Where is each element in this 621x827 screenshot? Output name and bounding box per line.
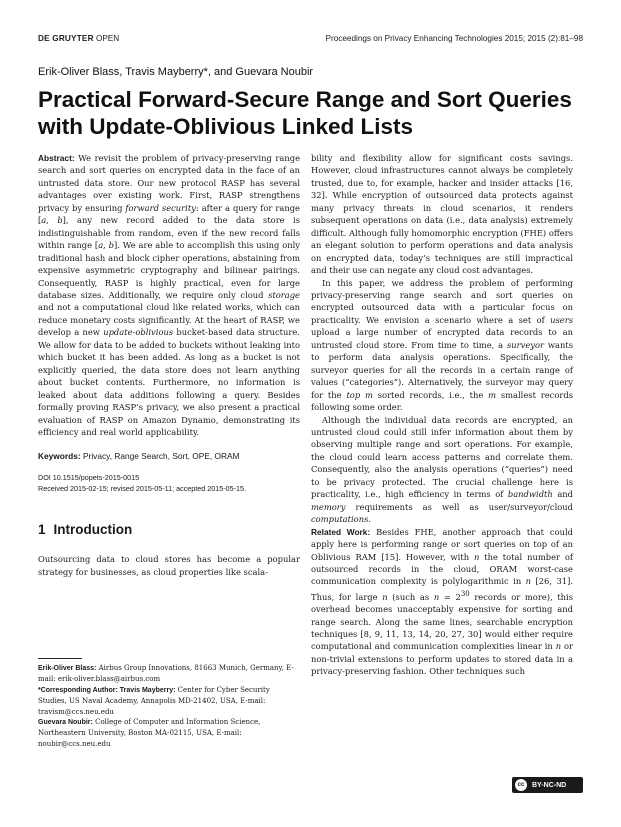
body-text: = 2 <box>439 591 461 602</box>
body-text: [26, 31]. Thus, for large <box>311 576 573 602</box>
related-work-paragraph <box>311 526 573 678</box>
footnote-name: *Corresponding Author: Travis Mayberry: <box>38 686 176 694</box>
section-heading <box>38 521 300 537</box>
body-text: (such as <box>387 591 434 602</box>
footnote <box>38 663 300 685</box>
body-text: bility and flexibility allow for significant costs savings. However, cloud infrastructures cannot always be completely trusted, due to, for example, hacker and insider attacks [16, 32]. While encryption of outsourced data protects against many privacy threats in cloud scenarios, it renders subsequent operations on data (i.e., data analysis) extremely difficult. Although fully homomorphic encryption (FHE) offers an elegant solution to perform operations and data analysis on encrypted data, today’s techniques are still impractical and their use can negate any cloud cost advantages. <box>311 153 573 276</box>
publisher-suffix: OPEN <box>95 34 120 43</box>
keywords-text: Privacy, Range Search, Sort, OPE, ORAM <box>82 451 240 462</box>
body-text: or non-trivial extensions to perform updates to stored data in a privacy-preserving fashion. Other techniques such <box>311 641 573 677</box>
abstract-label: Abstract: <box>38 153 75 163</box>
abstract-math: a, b <box>98 240 115 251</box>
doi: DOI 10.1515/popets-2015-0015 <box>38 472 140 482</box>
author-list: Erik-Oliver Blass, Travis Mayberry*, and Guevara Noubir <box>38 66 314 78</box>
related-work-label: Related Work: <box>311 526 371 537</box>
body-emphasis: surveyor <box>506 339 545 350</box>
footnote-name: Guevara Noubir: <box>38 719 93 727</box>
body-emphasis: users <box>550 314 573 325</box>
author-footnotes <box>38 663 300 749</box>
body-text: and <box>552 489 574 500</box>
keywords <box>38 450 300 462</box>
body-text: Although the individual data records are encrypted, an untrusted cloud could still infer information about them by observing multiple range and sort operations. For example, the cloud could learn access patterns and correlate them. Consequently, also the analysis operations (“queries”) need to be privacy protected. The crucial challenge here is practicality, i.e., high efficiency in terms of <box>311 414 573 500</box>
body-paragraph <box>311 277 573 414</box>
body-emphasis: top m <box>346 389 373 400</box>
footnote <box>38 685 300 717</box>
abstract-text: ], any new record added to the data store is indistinguishable from random, even if the new record falls within range [ <box>38 215 300 251</box>
body-text: the total number of outsourced records in the cloud, ORAM worst-case communication complexity is polylogarithmic in <box>311 551 574 587</box>
footnote-rule <box>38 658 82 659</box>
publisher-brand: DE GRUYTER <box>38 34 94 43</box>
license-text: BY-NC-ND <box>532 781 567 789</box>
footnote <box>38 717 300 749</box>
abstract-text: bucket-based data structure. We allow for data to be added to buckets without leaking into which bucket it has been added. As long as a bucket is not explicitly queried, the data store does not learn anything about bucket contents. Furthermore, no information is leaked about data additions following a query. Besides formally proving RASP’s privacy, we also present a practical evaluation of RASP on Amazon Dynamo, demonstrating its efficiency and real world applicability. <box>38 327 300 437</box>
abstract <box>38 152 300 438</box>
footnote-text: Center for Cyber Security Studies, US Naval Academy, Annapolis MD-21402, USA, E-mail: travism@ccs.neu.edu <box>38 685 270 716</box>
body-math: n <box>382 591 388 602</box>
body-text: Besides FHE, another approach that could apply here is performing range or sort queries on top of an Oblivious RAM [15]. However, with <box>311 526 573 562</box>
abstract-text: We revisit the problem of privacy-preserving range search and sort queries on encrypted data in the face of an untrusted data store. Our new protocol RASP has several advantages over existing work. First, RASP strengthens privacy by ensuring <box>38 153 301 213</box>
abstract-emphasis: storage <box>268 289 300 300</box>
abstract-text: : after a query for range [ <box>38 202 300 226</box>
abstract-text: ]. We are able to accomplish this using only traditional hash and block cipher operations, abstaining from expensive asymmetric cryptography and bilinear pairings. Consequently, RASP is highly practical, even for large database sizes. Additionally, we require only cloud <box>38 240 300 300</box>
body-math: m <box>488 389 497 400</box>
intro-paragraph: Outsourcing data to cloud stores has become a popular strategy for businesses, as cloud properties like scala- <box>38 554 300 577</box>
right-column <box>311 152 573 678</box>
body-paragraph <box>311 414 573 526</box>
section-number: 1 <box>38 521 46 537</box>
body-emphasis: bandwidth <box>507 489 553 500</box>
body-text: wants to perform data analysis operations. Specifically, the surveyor queries for all the records in a certain range of values (“categories”). Alternatively, the surveyor may query for the <box>311 339 573 400</box>
body-math: n <box>433 591 440 602</box>
footnote-text: College of Computer and Information Science, Northeastern University, Boston MA-02115, USA, E-mail: noubir@ccs.neu.edu <box>38 718 261 748</box>
left-column <box>38 152 300 578</box>
creative-commons-icon: cc <box>515 779 527 791</box>
abstract-emphasis: forward security <box>125 202 196 213</box>
section-title: Introduction <box>53 521 133 537</box>
body-text: sorted records, i.e., the <box>372 389 489 400</box>
footnote-text: Airbus Group Innovations, 81663 Munich, Germany, E-mail: erik-oliver.blass@airbus.com <box>38 664 294 684</box>
cc-license-badge[interactable] <box>512 777 583 793</box>
body-emphasis: memory <box>311 501 346 512</box>
body-text: records or more), this overhead becomes unacceptably expensive for sorting and range search. Along the same lines, searchable encryption techniques [8, 9, 11, 13, 14, 20, 27, 30] would either require computational and communication complexities linear in <box>311 591 573 652</box>
body-math: n <box>473 551 480 562</box>
body-text: upload a large number of encrypted data records to an untrusted cloud store. From time to time, a <box>311 327 573 350</box>
body-emphasis: computations <box>311 514 369 525</box>
body-text: smallest records following some order. <box>311 389 573 413</box>
journal-reference: Proceedings on Privacy Enhancing Technologies 2015; 2015 (2):81–98 <box>325 34 583 43</box>
body-text: In this paper, we address the problem of performing privacy-preserving range search and sort queries on encrypted outsourced data with a particular focus on practicality. We envision a scenario where a set of <box>311 277 573 325</box>
body-text: requirements as well as user/surveyor/cloud <box>345 501 573 512</box>
publisher <box>38 34 119 43</box>
body-math: n <box>555 641 562 652</box>
footnote-name: Erik-Oliver Blass: <box>38 665 97 672</box>
abstract-math: a, b <box>41 215 63 226</box>
body-paragraph <box>311 152 573 277</box>
received-dates: Received 2015-02-15; revised 2015-05-11; accepted 2015-05-15. <box>38 483 247 493</box>
body-math: n <box>525 576 532 587</box>
body-superscript: 30 <box>460 589 470 598</box>
keywords-label: Keywords: <box>38 451 81 462</box>
body-text: . <box>368 514 372 525</box>
abstract-text: and not a computational cloud like related works, which can reduce monetary costs significantly. At the heart of RASP, we develop a new <box>38 302 300 338</box>
abstract-emphasis: update-oblivious <box>103 327 174 338</box>
paper-title: Practical Forward-Secure Range and Sort Queries with Update-Oblivious Linked Lists <box>38 87 572 139</box>
